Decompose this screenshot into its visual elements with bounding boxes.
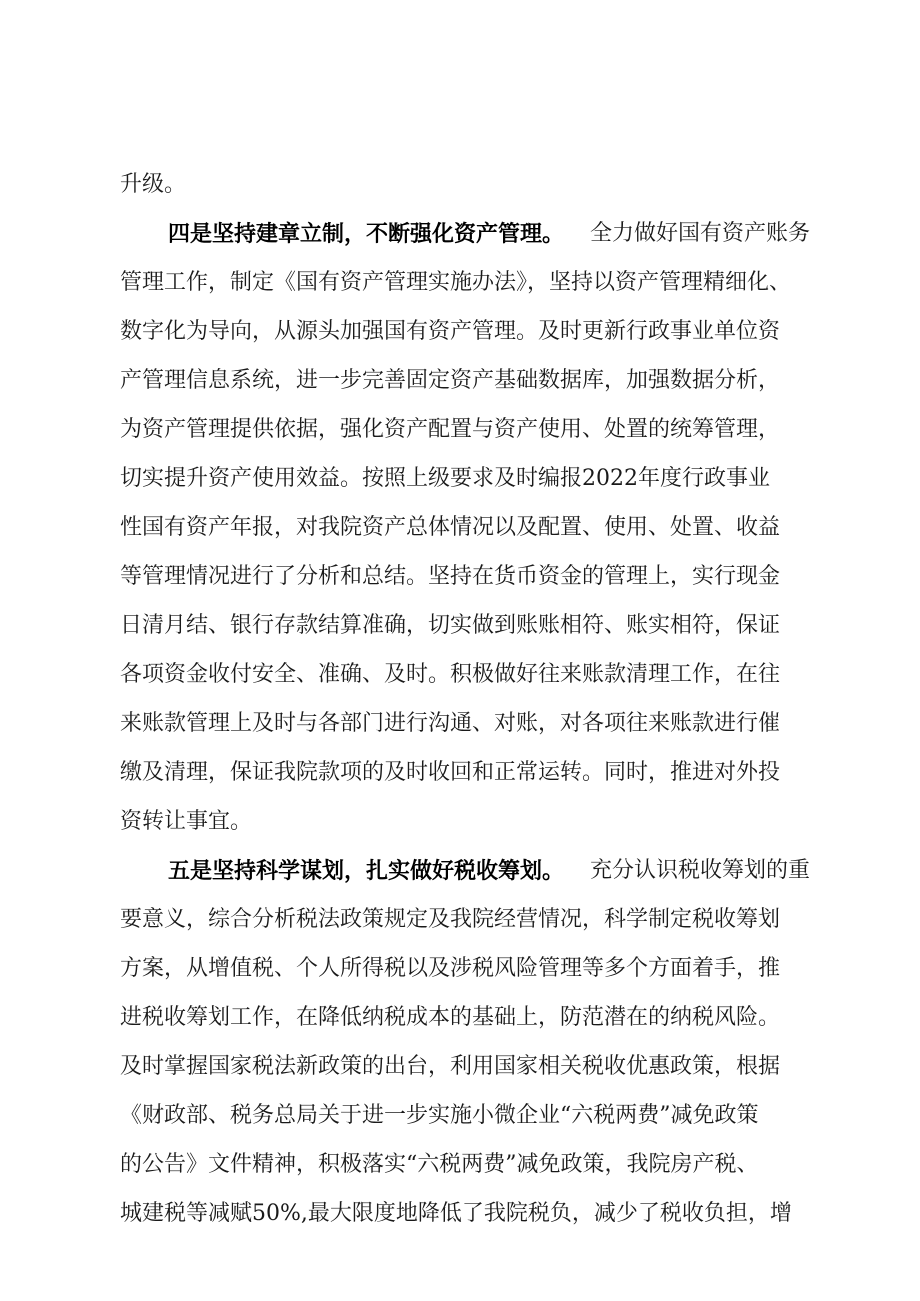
text-line: [0, 1145, 920, 1185]
text-run: 进税收筹划工作，在降低纳税成本的基础上，防范潜在的纳税风险。: [120, 1005, 781, 1030]
text-run: 缴及清理，保证我院款项的及时收回和正常运转。同时，推进对外投: [120, 760, 781, 785]
text-run: 要意义，综合分析税法政策规定及我院经营情况，科学制定税收筹划: [120, 907, 781, 932]
text-line: [0, 557, 920, 597]
text-line: [0, 312, 920, 352]
text-run: 全力做好国有资产账务: [590, 221, 811, 246]
text-run: 城建税等减赋50%,最大限度地降低了我院税负，减少了税收负担，增: [120, 1201, 792, 1226]
text-line: [0, 655, 920, 695]
text-run: 充分认识税收筹划的重: [590, 858, 811, 883]
text-line: [0, 802, 920, 842]
paragraph-heading-line: [0, 851, 920, 891]
text-run: 及时掌握国家税法新政策的出台，利用国家相关税收优惠政策，根据: [120, 1054, 781, 1079]
text-line: [0, 1194, 920, 1234]
paragraph-heading: 四是坚持建章立制，不断强化资产管理。: [168, 221, 565, 247]
text-line: [0, 1047, 920, 1087]
text-run: 产管理信息系统，进一步完善固定资产基础数据库，加强数据分析，: [120, 368, 781, 393]
text-run: 切实提升资产使用效益。按照上级要求及时编报2022年度行政事业: [120, 466, 770, 491]
text-run: 升级。: [120, 172, 187, 197]
text-run: 等管理情况进行了分析和总结。坚持在货币资金的管理上，实行现金: [120, 564, 781, 589]
text-run: 数字化为导向，从源头加强国有资产管理。及时更新行政事业单位资: [120, 319, 781, 344]
text-line: [0, 361, 920, 401]
text-run: 各项资金收付安全、准确、及时。积极做好往来账款清理工作，在往: [120, 662, 781, 687]
text-run: 性国有资产年报，对我院资产总体情况以及配置、使用、处置、收益: [120, 515, 781, 540]
text-line: [0, 606, 920, 646]
text-run: 资转让事宜。: [120, 809, 253, 834]
text-line: [0, 165, 920, 205]
paragraph-heading: 五是坚持科学谋划，扎实做好税收筹划。: [168, 858, 565, 884]
paragraph-heading-line: [0, 214, 920, 254]
text-line: [0, 263, 920, 303]
text-run: 的公告》文件精神，积极落实“六税两费”减免政策，我院房产税、: [120, 1152, 759, 1177]
text-line: [0, 753, 920, 793]
text-run: 管理工作，制定《国有资产管理实施办法》，坚持以资产管理精细化、: [120, 270, 792, 295]
text-run: 为资产管理提供依据，强化资产配置与资产使用、处置的统筹管理，: [120, 417, 781, 442]
text-line: [0, 998, 920, 1038]
text-run: 日清月结、银行存款结算准确，切实做到账账相符、账实相符，保证: [120, 613, 781, 638]
text-line: [0, 949, 920, 989]
text-line: [0, 900, 920, 940]
text-run: 方案，从增值税、个人所得税以及涉税风险管理等多个方面着手，推: [120, 956, 781, 981]
text-line: [0, 704, 920, 744]
text-run: 《财政部、税务总局关于进一步实施小微企业“六税两费”减免政策: [120, 1103, 759, 1128]
text-line: [0, 410, 920, 450]
text-line: [0, 508, 920, 548]
text-line: [0, 459, 920, 499]
text-run: 来账款管理上及时与各部门进行沟通、对账，对各项往来账款进行催: [120, 711, 781, 736]
text-line: [0, 1096, 920, 1136]
